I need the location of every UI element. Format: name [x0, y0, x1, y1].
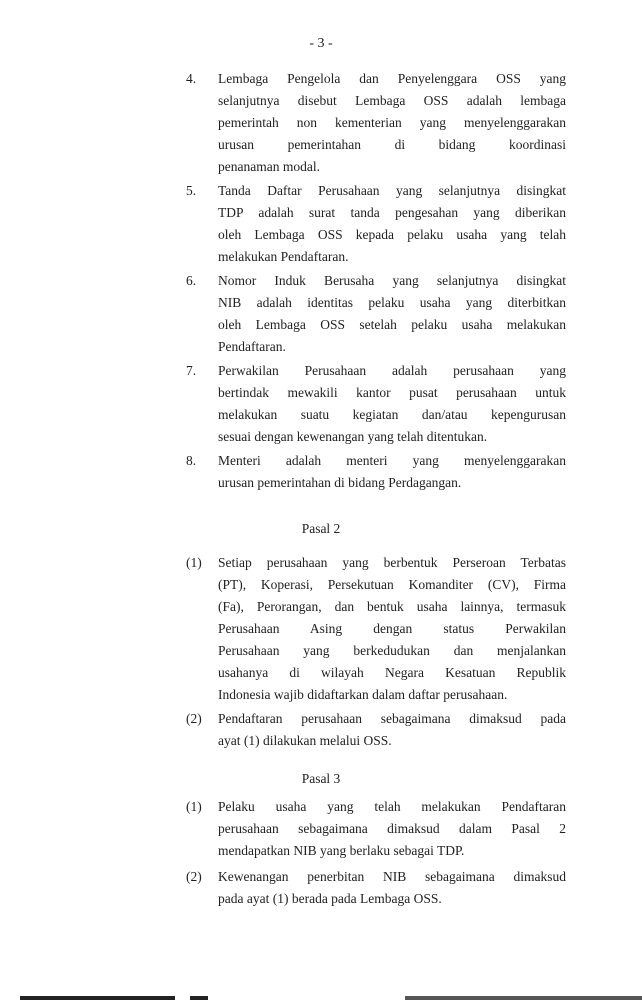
text-line: Indonesia wajib didaftarkan dalam daftar perusahaan. [218, 687, 508, 702]
item-number: (2) [186, 711, 202, 726]
item-number: 7. [186, 363, 197, 378]
pasal-2-heading: Pasal 2 [301, 521, 341, 536]
text-line: Setiap perusahaan yang berbentuk Perseroan Terbatas [218, 555, 566, 570]
text-line: oleh Lembaga OSS setelah pelaku usaha melakukan [218, 317, 566, 332]
text-line: Nomor Induk Berusaha yang selanjutnya disingkat [218, 273, 566, 288]
text-line: urusan pemerintahan di bidang Perdagangan. [218, 475, 462, 490]
item-text [218, 552, 566, 706]
text-line: melakukan suatu kegiatan dan/atau kepengurusan [218, 407, 566, 422]
text-line: Menteri adalah menteri yang menyelenggarakan [218, 453, 566, 468]
text-line: Tanda Daftar Perusahaan yang selanjutnya disingkat [218, 183, 566, 198]
text-line: sesuai dengan kewenangan yang telah ditentukan. [218, 429, 488, 444]
item-number: 4. [186, 71, 197, 86]
pasal-3-heading: Pasal 3 [301, 771, 341, 786]
item-number: 5. [186, 183, 197, 198]
text-line: Pendaftaran perusahaan sebagaimana dimaksud pada [218, 711, 566, 726]
item-number: 6. [186, 273, 197, 288]
text-line: Pelaku usaha yang telah melakukan Pendaftaran [218, 799, 566, 814]
item-text [218, 360, 566, 448]
text-line: melakukan Pendaftaran. [218, 249, 349, 264]
item-text [218, 796, 566, 862]
item-number: 8. [186, 453, 197, 468]
scan-edge [190, 996, 208, 1000]
text-line: ayat (1) dilakukan melalui OSS. [218, 733, 392, 748]
item-text [218, 180, 566, 268]
text-line: Perusahaan yang berkedudukan dan menjalankan [218, 643, 566, 658]
text-line: selanjutnya disebut Lembaga OSS adalah lembaga [218, 93, 566, 108]
text-line: Perusahaan Asing dengan status Perwakilan [218, 621, 566, 636]
text-line: Lembaga Pengelola dan Penyelenggara OSS yang [218, 71, 566, 86]
text-line: TDP adalah surat tanda pengesahan yang diberikan [218, 205, 566, 220]
text-line: pemerintah non kementerian yang menyelenggarakan [218, 115, 566, 130]
item-text [218, 270, 566, 358]
text-line: Pendaftaran. [218, 339, 286, 354]
text-line: pada ayat (1) berada pada Lembaga OSS. [218, 891, 442, 906]
item-text [218, 708, 566, 752]
text-line: Kewenangan penerbitan NIB sebagaimana dimaksud [218, 869, 566, 884]
text-line: Perwakilan Perusahaan adalah perusahaan yang [218, 363, 566, 378]
item-text [218, 68, 566, 178]
text-line: bertindak mewakili kantor pusat perusahaan untuk [218, 385, 566, 400]
item-number: (1) [186, 799, 202, 814]
text-line: usahanya di wilayah Negara Kesatuan Republik [218, 665, 566, 680]
page-number: - 3 - [309, 36, 333, 51]
text-line: penanaman modal. [218, 159, 320, 174]
item-number: (1) [186, 555, 202, 570]
text-line: urusan pemerintahan di bidang koordinasi [218, 137, 566, 152]
item-text [218, 866, 566, 910]
scan-edge [20, 996, 175, 1000]
text-line: (Fa), Perorangan, dan bentuk usaha lainnya, termasuk [218, 599, 566, 614]
item-number: (2) [186, 869, 202, 884]
scan-edge [405, 996, 642, 1000]
text-line: perusahaan sebagaimana dimaksud dalam Pasal 2 [218, 821, 566, 836]
text-line: (PT), Koperasi, Persekutuan Komanditer (CV), Firma [218, 577, 566, 592]
text-line: NIB adalah identitas pelaku usaha yang diterbitkan [218, 295, 566, 310]
item-text [218, 450, 566, 494]
text-line: oleh Lembaga OSS kepada pelaku usaha yang telah [218, 227, 566, 242]
text-line: mendapatkan NIB yang berlaku sebagai TDP. [218, 843, 465, 858]
